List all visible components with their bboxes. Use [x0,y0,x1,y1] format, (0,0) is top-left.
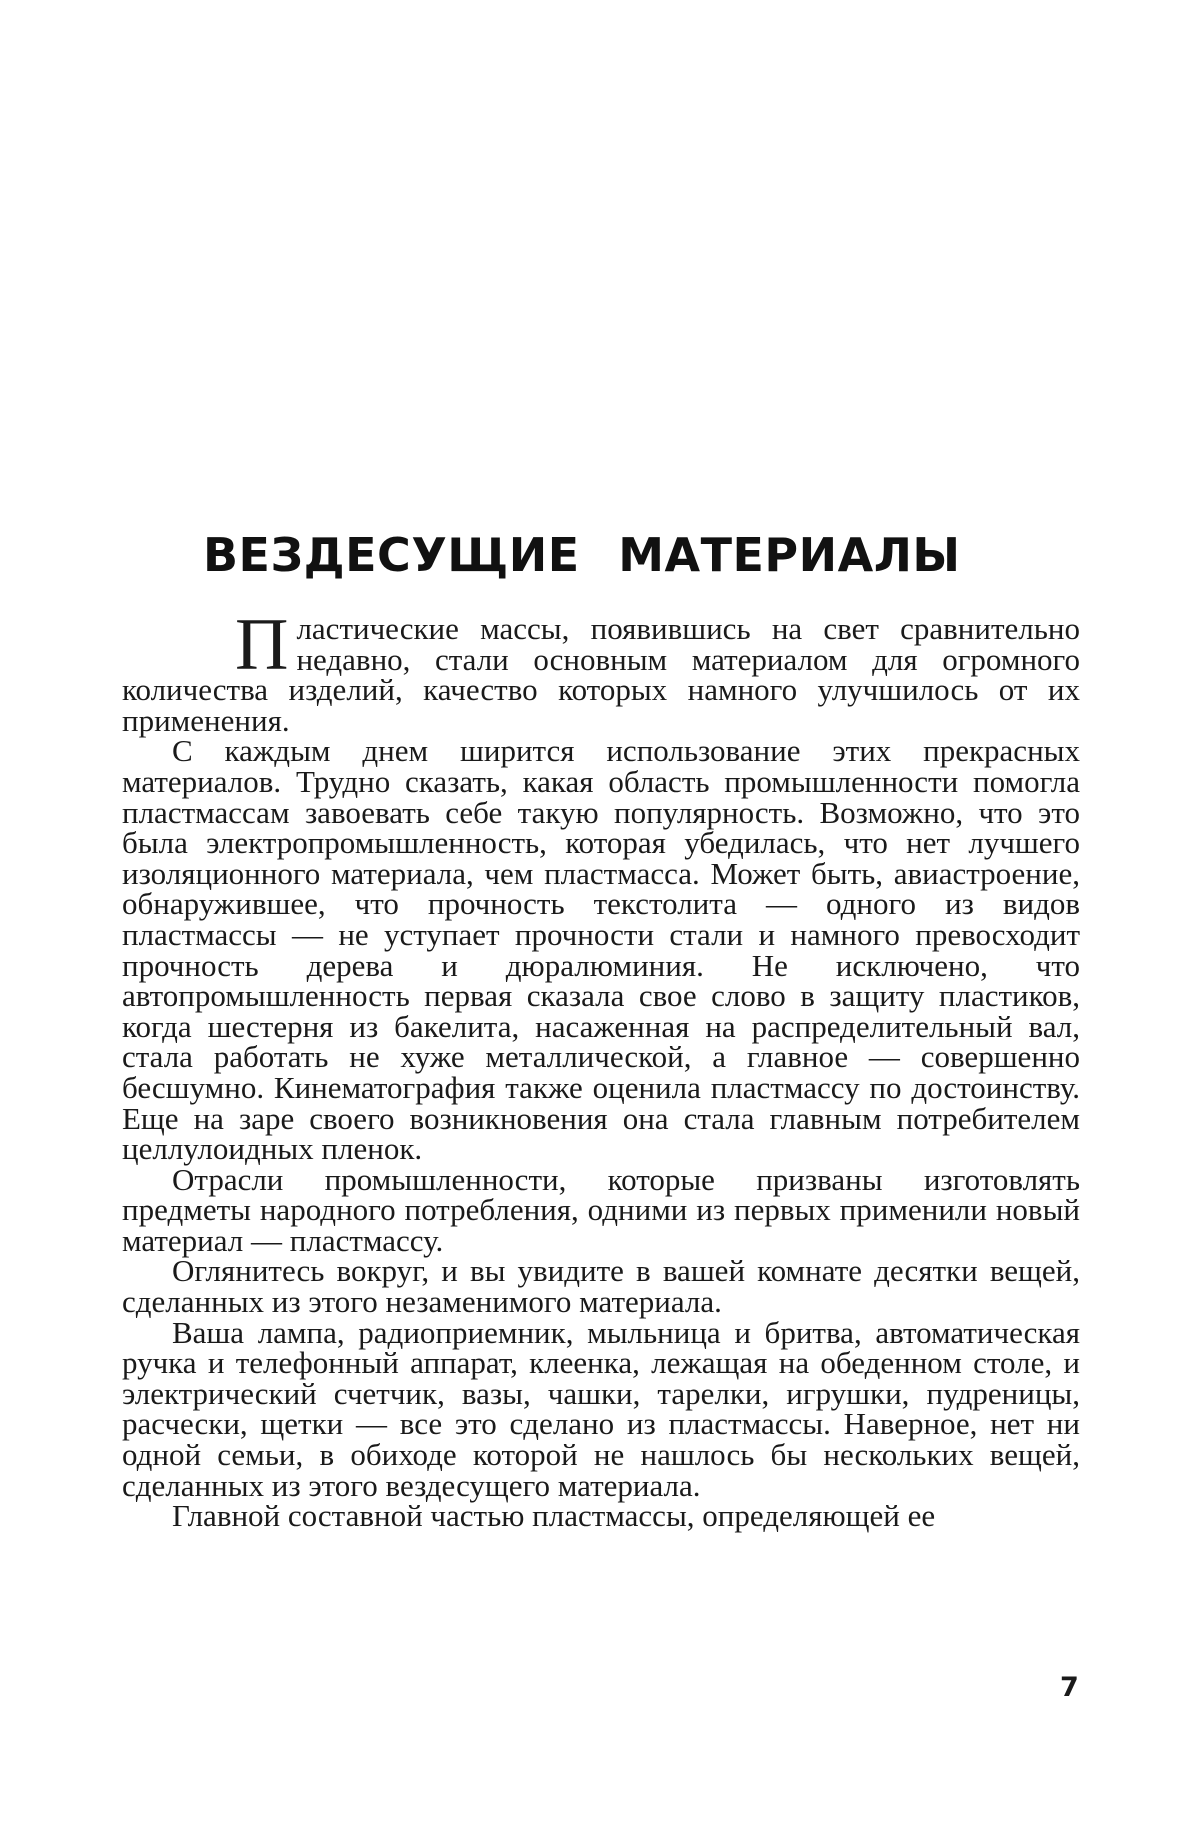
paragraph-4: Оглянитесь вокруг, и вы увидите в вашей комнате десятки вещей, сделанных из этого незаменимого материала. [122,1253,1080,1320]
paragraph-5: Ваша лампа, радиоприемник, мыльница и бритва, автоматическая ручка и телефонный аппарат, клеенка, лежащая на обеденном столе, и электрический счетчик, вазы, чашки, тарелки, игрушки, пудреницы, расчески, щетки — все это сделано из пластмассы. Наверное, нет ни одной семьи, в обиходе которой не нашлось бы нескольких вещей, сделанных из этого вездесущего материала. [122,1314,1080,1503]
drop-cap-letter: П [235,604,289,686]
page-number: 7 [1060,1672,1079,1703]
paragraph-1 [122,604,1080,738]
paragraph-2: С каждым днем ширится использование этих прекрасных материалов. Трудно сказать, какая область промышленности помогла пластмассам завоевать себе такую популярность. Возможно, что это была электропромышленность, которая убедилась, что нет лучшего изоляционного материала, чем пластмасса. Может быть, авиастроение, обнаружившее, что прочность текстолита — одного из видов пластмассы — не уступает прочности стали и намного превосходит прочность дерева и дюралюминия. Не исключено, что автопромышленность первая сказала свое слово в защиту пластиков, когда шестерня из бакелита, насаженная на распределительный вал, стала работать не хуже металлической, а главное — совершенно бесшумно. Кинематография также оценила пластмассу по достоинству. Еще на заре своего возникновения она стала главным потребителем целлулоидных пленок. [122,733,1080,1167]
paragraph-6: Главной составной частью пластмассы, определяющей ее [172,1498,936,1534]
paragraph-1-text: ластические массы, появившись на свет сравнительно недавно, стали основным материалом для огромного количества изделий, качество которых намного улучшилось от их применения. [122,611,1080,738]
chapter-title: ВЕЗДЕСУЩИЕ МАТЕРИАЛЫ [203,528,961,582]
paragraph-3: Отрасли промышленности, которые призваны изготовлять предметы народного потребления, одними из первых применили новый материал — пластмассу. [122,1161,1080,1258]
body-text [122,604,1080,1534]
